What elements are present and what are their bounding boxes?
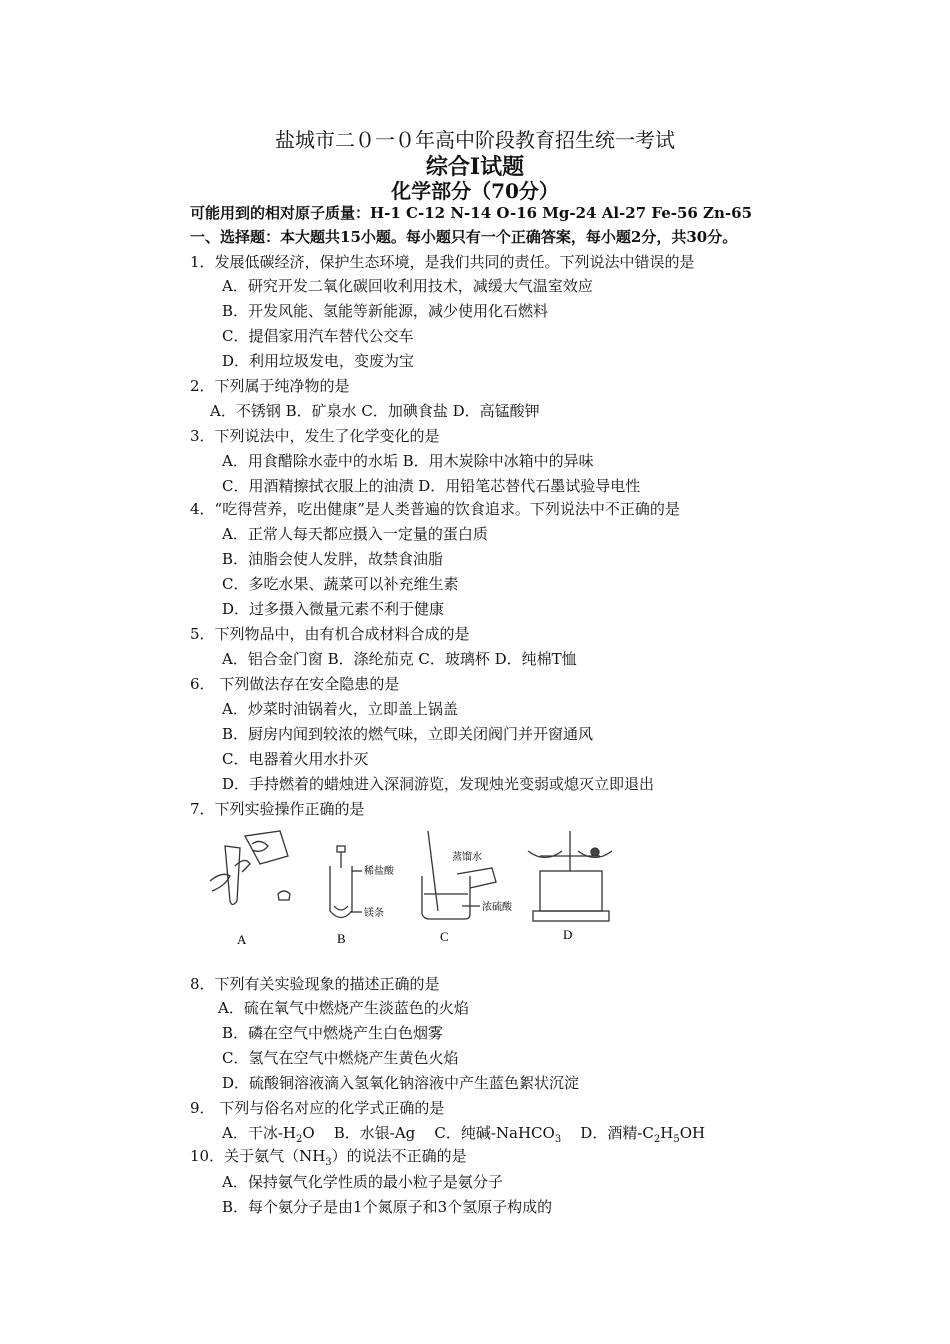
q5-options: A．铝合金门窗 B．涤纶茄克 C．玻璃杯 D．纯棉T恤	[222, 650, 577, 668]
q8-option-a: A．硫在氧气中燃烧产生淡蓝色的火焰	[218, 999, 469, 1017]
question-4: 4．“吃得营养，吃出健康”是人类普遍的饮食追求。下列说法中不正确的是	[190, 500, 680, 518]
exam-title: 盐城市二０一０年高中阶段教育招生统一考试	[275, 128, 675, 152]
question-5: 5．下列物品中，由有机合成材料合成的是	[190, 625, 470, 643]
figure-label-c: C	[440, 929, 449, 944]
exam-subtitle: 综合Ⅰ试题	[425, 154, 525, 180]
label-dilute-hcl: 稀盐酸	[364, 866, 394, 877]
part-one-instructions: 一、选择题：本大题共15小题。每小题只有一个正确答案，每小题2分，共30分。	[190, 228, 738, 246]
figure-d-balance	[528, 831, 612, 921]
atomic-masses: 可能用到的相对原子质量：H-1 C-12 N-14 O-16 Mg-24 Al-27 Fe-56 Zn-65	[190, 204, 753, 222]
q8-option-d: D．硫酸铜溶液滴入氢氧化钠溶液中产生蓝色絮状沉淀	[222, 1074, 580, 1092]
q1-option-c: C．提倡家用汽车替代公交车	[222, 327, 414, 345]
lab-operations-illustration	[200, 826, 640, 951]
q4-option-a: A．正常人每天都应摄入一定量的蛋白质	[222, 525, 488, 543]
q6-option-b: B．厨房内闻到较浓的燃气味，立即关闭阀门并开窗通风	[222, 725, 594, 743]
label-distilled-water: 蒸馏水	[452, 852, 482, 863]
question-6: 6． 下列做法存在安全隐患的是	[190, 675, 400, 693]
q4-option-c: C．多吃水果、蔬菜可以补充维生素	[222, 575, 459, 593]
q2-options: A．不锈钢 B．矿泉水 C．加碘食盐 D．高锰酸钾	[210, 402, 540, 420]
q10-option-b: B．每个氨分子是由1个氮原子和3个氢原子构成的	[222, 1198, 553, 1216]
figure-label-a: A	[237, 932, 247, 947]
figure-label-b: B	[337, 931, 346, 946]
q3-options-cd: C．用酒精擦拭衣服上的油渍 D．用铅笔芯替代石墨试验导电性	[222, 477, 641, 495]
figure-label-d: D	[563, 927, 573, 942]
q10-option-a: A．保持氨气化学性质的最小粒子是氨分子	[222, 1173, 503, 1191]
label-conc-h2so4: 浓硫酸	[482, 902, 512, 913]
question-9: 9． 下列与俗名对应的化学式正确的是	[190, 1099, 445, 1117]
q1-option-b: B．开发风能、氢能等新能源，减少使用化石燃料	[222, 302, 549, 320]
q6-option-c: C．电器着火用水扑灭	[222, 750, 369, 768]
question-10: 10．关于氨气$(NH_3)$的说法不正确的是	[190, 1147, 467, 1168]
q9-option-d: D．酒精$-C_2H_5OH$	[580, 1124, 706, 1145]
q6-option-a: A．炒菜时油锅着火，立即盖上锅盖	[222, 700, 458, 718]
q9-option-a: A．干冰$-H_2O$	[222, 1124, 315, 1145]
figure-a-pouring	[210, 831, 290, 905]
q4-option-b: B．油脂会使人发胖，故禁食油脂	[222, 550, 444, 568]
q8-option-b: B．磷在空气中燃烧产生白色烟雾	[222, 1024, 444, 1042]
section-title: 化学部分（70分）	[391, 179, 559, 203]
q7-lab-figure	[200, 826, 640, 951]
question-2: 2．下列属于纯净物的是	[190, 377, 350, 395]
q1-option-a: A．研究开发二氧化碳回收利用技术，减缓大气温室效应	[222, 277, 593, 295]
q8-option-c: C．氢气在空气中燃烧产生黄色火焰	[222, 1049, 459, 1067]
label-mg-strip: 镁条	[364, 908, 384, 919]
q3-options-ab: A．用食醋除水壶中的水垢 B．用木炭除中冰箱中的异味	[222, 452, 594, 470]
question-8: 8．下列有关实验现象的描述正确的是	[190, 975, 440, 993]
q6-option-d: D．手持燃着的蜡烛进入深洞游览，发现烛光变弱或熄灭立即退出	[222, 775, 655, 793]
question-7: 7．下列实验操作正确的是	[190, 800, 365, 818]
q9-option-b: B．水银-Ag	[333, 1124, 416, 1142]
q1-option-d: D．利用垃圾发电，变废为宝	[222, 352, 415, 370]
q4-option-d: D．过多摄入微量元素不利于健康	[222, 600, 445, 618]
question-1: 1．发展低碳经济，保护生态环境，是我们共同的责任。下列说法中错误的是	[190, 253, 695, 271]
q9-option-c: C．纯碱-NaHCO$_3$	[434, 1124, 562, 1145]
figure-b-dropper	[330, 846, 362, 918]
question-3: 3．下列说法中，发生了化学变化的是	[190, 427, 440, 445]
